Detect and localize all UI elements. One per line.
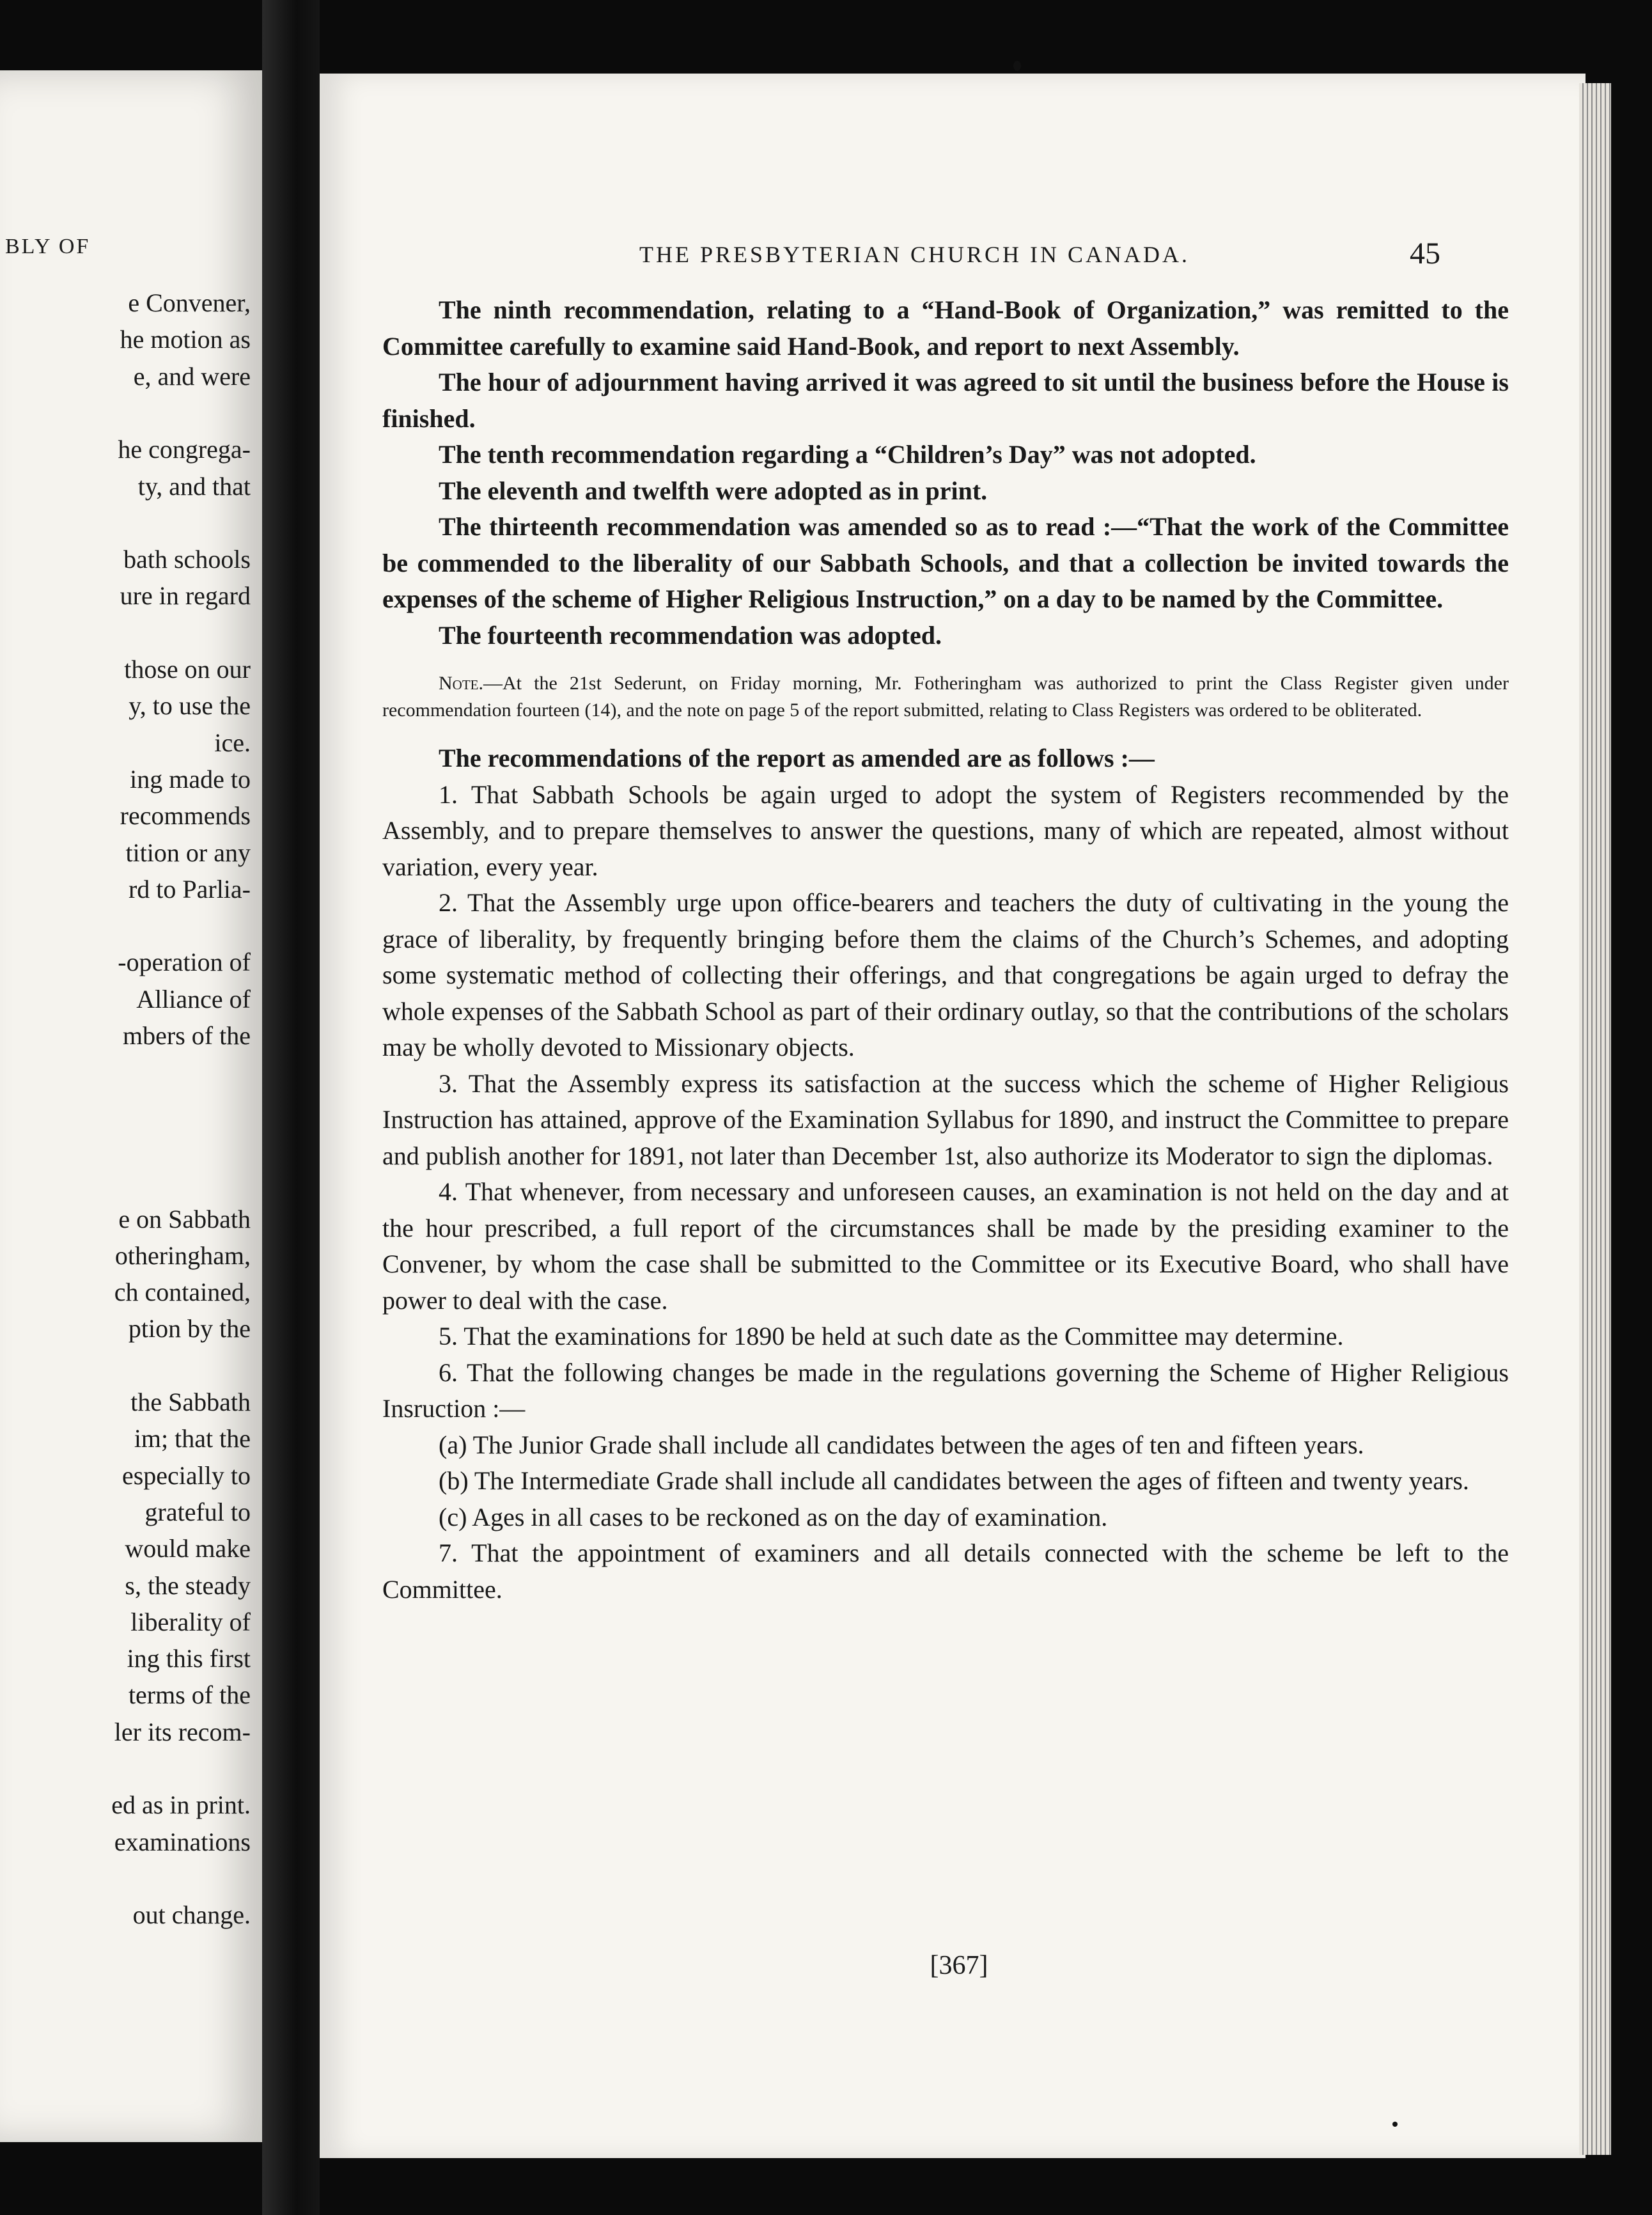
left-page-line: otheringham, [114, 1241, 251, 1270]
left-page-line: examinations [114, 1827, 251, 1856]
note-text: —At the 21st Sederunt, on Friday morning, Mr. Fotheringham was authorized to print the Class Register given under recommendation fourteen (14), and the note on page 5 of the report submitted, relating to Class Registers was ordered to be obliterated. [382, 673, 1509, 721]
paragraph-thirteenth-recommendation: The thirteenth recommendation was amended so as to read :—“That the work of the Committee be commended to the liberality of our Sabbath Schools, and that a collection be invited towards the expenses of the scheme of Higher Religious Instruction,” on a day to be named by the Committee. [382, 512, 1509, 613]
running-title: THE PRESBYTERIAN CHURCH IN CANADA. [639, 242, 1190, 267]
left-page-line: those on our [124, 655, 251, 684]
recommendation-7: 7. That the appointment of examiners and all details connected with the scheme be left to the Committee. [382, 1538, 1509, 1604]
left-page-running-title: BLY OF [5, 235, 91, 258]
page-header [320, 237, 1586, 273]
scan-speck [1013, 61, 1021, 71]
left-page-line: rd to Parlia- [128, 874, 251, 904]
left-page-line: ing made to [130, 764, 251, 794]
note-label: Note. [439, 673, 483, 694]
paragraph-adjournment: The hour of adjournment having arrived it was agreed to sit until the business before the House is finished. [382, 368, 1509, 433]
left-page-line: terms of the [128, 1680, 251, 1710]
left-page-line: y, to use the [129, 691, 251, 721]
left-page-line: s, the steady [125, 1570, 251, 1600]
recommendation-6b: (b) The Intermediate Grade shall include all candidates between the ages of fifteen and twenty years. [439, 1466, 1469, 1495]
paragraph-eleventh-twelfth: The eleventh and twelfth were adopted as in print. [439, 476, 988, 505]
left-page-line: Alliance of [136, 984, 251, 1014]
paragraph-ninth-recommendation: The ninth recommendation, relating to a “Hand-Book of Organization,” was remitted to the Committee carefully to examine said Hand-Book, and report to next Assembly. [382, 295, 1509, 361]
paragraph-fourteenth-recommendation: The fourteenth recommendation was adopted. [439, 620, 942, 650]
recommendation-6a: (a) The Junior Grade shall include all candidates between the ages of ten and fifteen years. [439, 1430, 1364, 1459]
left-page-line: e on Sabbath [118, 1204, 251, 1233]
right-page [320, 74, 1586, 2158]
left-page-line: he motion as [120, 325, 251, 354]
page-number: 45 [1410, 237, 1440, 270]
recommendation-3: 3. That the Assembly express its satisfaction at the success which the scheme of Higher Religious Instruction has attained, approve of the Examination Syllabus for 1890, and instruct the Committee to prepare and publish another for 1891, not later than December 1st, also authorize its Moderator to sign the diplomas. [382, 1068, 1509, 1170]
recommendation-6: 6. That the following changes be made in the regulations governing the Scheme of Higher Religious Insruction :— [382, 1358, 1509, 1423]
recommendation-1: 1. That Sabbath Schools be again urged to adopt the system of Registers recommended by the Assembly, and to prepare themselves to answer the questions, many of which are repeated, almost without variation, every year. [382, 779, 1509, 881]
left-page-line: especially to [121, 1460, 251, 1490]
left-page-line: recommends [120, 801, 251, 831]
left-page-line: -operation of [118, 948, 251, 977]
left-page-line: ing this first [127, 1644, 251, 1673]
left-page-line: he congrega- [118, 435, 251, 464]
recommendation-6c: (c) Ages in all cases to be reckoned as on the day of examination. [439, 1502, 1108, 1531]
left-page-line: tition or any [125, 838, 251, 867]
left-page-line: e Convener, [128, 288, 251, 317]
left-page [0, 70, 262, 2142]
left-page-line: ice. [214, 728, 251, 757]
left-page-line: ch contained, [114, 1278, 251, 1307]
left-page-line: ty, and that [137, 471, 251, 501]
left-page-line: liberality of [130, 1607, 251, 1636]
recommendation-2: 2. That the Assembly urge upon office-bearers and teachers the duty of cultivating in the young the grace of liberality, by frequently bringing before them the claims of the Church’s Schemes, and adopting some systematic method of collecting their offerings, and that congregations be again urged to defray the whole expenses of the Sabbath School as part of their ordinary outlay, so that the contributions of the scholars may be wholly devoted to Missionary objects. [382, 888, 1509, 1061]
left-page-line: out change. [132, 1900, 251, 1930]
left-page-line: the Sabbath [130, 1388, 251, 1416]
left-page-line: ed as in print. [111, 1790, 251, 1820]
left-page-line: ption by the [128, 1314, 251, 1343]
recommendation-4: 4. That whenever, from necessary and unforeseen causes, an examination is not held on the day and at the hour prescribed, a full report of the circumstances shall be made by the presiding examiner to the Convener, by whom the case shall be submitted to the Committee or its Executive Board, who shall have power to deal with the case. [382, 1177, 1509, 1315]
page-edges [1579, 83, 1611, 2155]
left-page-line: ure in regard [120, 581, 251, 611]
left-page-line: grateful to [144, 1497, 251, 1526]
folio-number: [367] [930, 1951, 988, 1980]
left-page-line: ler its recom- [114, 1717, 251, 1746]
left-page-line: e, and were [133, 361, 251, 391]
left-page-line: bath schools [123, 545, 251, 574]
page-body [382, 292, 1509, 1608]
book-gutter [262, 0, 320, 2215]
recommendation-5: 5. That the examinations for 1890 be held at such date as the Committee may determine. [439, 1322, 1344, 1350]
paragraph-tenth-recommendation: The tenth recommendation regarding a “Children’s Day” was not adopted. [439, 440, 1256, 469]
scan-speck [1392, 2122, 1398, 2127]
left-page-line: im; that the [134, 1424, 251, 1453]
paragraph-recommendations-intro: The recommendations of the report as amended are as follows :— [439, 744, 1155, 772]
left-page-line: mbers of the [123, 1021, 251, 1050]
note-paragraph [382, 670, 1509, 724]
left-page-line: would make [125, 1534, 251, 1563]
